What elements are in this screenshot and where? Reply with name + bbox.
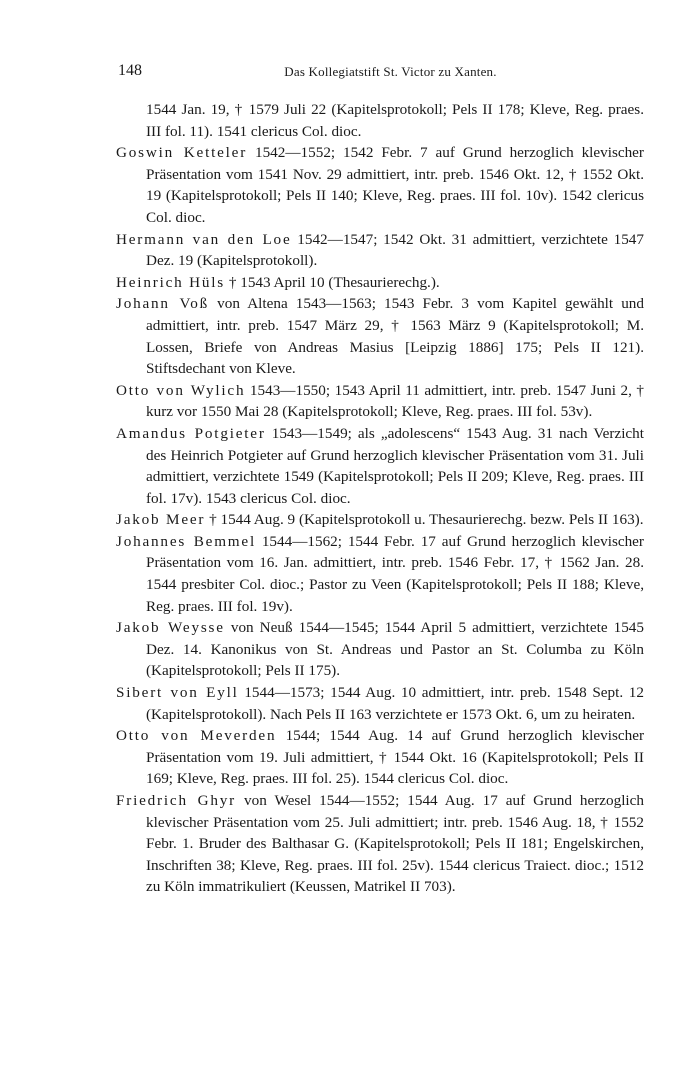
entry-name: Johann Voß: [116, 295, 210, 313]
entry-text: 1542—1547; 1542 Okt. 31 admittiert, verzichtete 1547 Dez. 19 (Kapitelsprotokoll).: [146, 230, 644, 270]
entry-text: † 1544 Aug. 9 (Kapitelsprotokoll u. Thesaurierechg. bezw. Pels II 163).: [205, 511, 644, 529]
entry-name: Jakob Weysse: [116, 619, 225, 637]
entry-text: von Neuß 1544—1545; 1544 April 5 admittiert, verzichtete 1545 Dez. 14. Kanonikus von St. Andreas und Pastor an St. Columba zu Köln (Kapitelsprotokoll; Pels II 175).: [146, 619, 644, 680]
list-item: [116, 790, 644, 898]
entry-text: 1544—1573; 1544 Aug. 10 admittiert, intr. preb. 1548 Sept. 12 (Kapitelsprotokoll). Nach Pels II 163 verzichtete er 1573 Okt. 6, um zu heiraten.: [146, 684, 644, 723]
list-item: [116, 617, 644, 682]
list-item: [116, 509, 644, 531]
entry-name: Friedrich Ghyr: [116, 792, 237, 809]
entry-name: Otto von Meverden: [116, 727, 277, 745]
list-item: [116, 99, 644, 142]
entry-name: Heinrich Hüls: [116, 273, 226, 291]
list-item: [116, 293, 644, 379]
entry-text: 1544—1562; 1544 Febr. 17 auf Grund herzoglich klevischer Präsentation vom 16. Jan. admittiert, intr. preb. 1546 Febr. 17, † 1562 Jan. 28. 1544 presbiter Col. dioc.; Pastor zu Veen (Kapitelsprotokoll; Pels II 188; Kleve, Reg. praes. III fol. 19v).: [146, 532, 644, 615]
list-item: [116, 682, 644, 725]
entry-text: von Wesel 1544—1552; 1544 Aug. 17 auf Grund herzoglich klevischer Präsentation vom 25. Juli admittiert; intr. preb. 1546 Aug. 18, † 1552 Febr. 1. Bruder des Balthasar G. (Kapitelsprotokoll; Pels II 181; Engelskirchen, Inschriften 38; Kleve, Reg. praes. III fol. 25v). 1544 clericus Traiect. dioc.; 1512 zu Köln immatrikuliert (Keussen, Matrikel II 703).: [146, 792, 644, 896]
entry-name: Goswin Ketteler: [116, 144, 248, 162]
list-item: [116, 423, 644, 509]
list-item: [116, 725, 644, 790]
running-title: Das Kollegiatstift St. Victor zu Xanten.: [284, 64, 497, 79]
entry-name: Otto von Wylich: [116, 381, 246, 399]
entry-name: Sibert von Eyll: [116, 684, 239, 702]
entry-text: 1544; 1544 Aug. 14 auf Grund herzoglich klevischer Präsentation vom 19. Juli admittiert, † 1544 Okt. 16 (Kapitelsprotokoll; Pels II 169; Kleve, Reg. praes. III fol. 25). 1544 clericus Col. dioc.: [146, 727, 645, 788]
entry-text: von Altena 1543—1563; 1543 Febr. 3 vom Kapitel gewählt und admittiert, intr. preb. 1547 März 29, † 1563 März 9 (Kapitelsprotokoll; M. Lossen, Briefe von Andreas Masius [Leipzig 1886] 175; Pels II 121). Stiftsdechant von Kleve.: [146, 295, 644, 378]
entry-list: [116, 99, 644, 898]
entry-name: Jakob Meer: [116, 511, 206, 529]
entry-text: 1544 Jan. 19, † 1579 Juli 22 (Kapitelsprotokoll; Pels II 178; Kleve, Reg. praes. III fol. 11). 1541 clericus Col. dioc.: [146, 101, 644, 140]
entry-name: Hermann van den Loe: [116, 230, 292, 248]
list-item: [116, 272, 644, 294]
entry-text: 1543—1550; 1543 April 11 admittiert, intr. preb. 1547 Juni 2, † kurz vor 1550 Mai 28 (Kapitelsprotokoll; Kleve, Reg. praes. III fol. 53v).: [146, 381, 644, 421]
entry-text: 1542—1552; 1542 Febr. 7 auf Grund herzoglich klevischer Präsentation vom 1541 Nov. 29 admittiert, intr. preb. 1546 Okt. 12, † 1552 Okt. 19 (Kapitelsprotokoll; Pels II 140; Kleve, Reg. praes. III fol. 10v). 1542 clericus Col. dioc.: [146, 144, 644, 226]
list-item: [116, 380, 644, 423]
list-item: [116, 229, 644, 272]
entry-text: 1543—1549; als „adolescens“ 1543 Aug. 31 nach Verzicht des Heinrich Potgieter auf Grund herzoglich klevischer Präsentation vom 31. Juli admittiert, verzichtete 1549 (Kapitelsprotokoll; Pels II 209; Kleve, Reg. praes. III fol. 17v). 1543 clericus Col. dioc.: [146, 424, 644, 507]
entry-name: Johannes Bemmel: [116, 532, 256, 550]
list-item: [116, 531, 644, 617]
entry-text: † 1543 April 10 (Thesaurierechg.).: [225, 273, 440, 291]
entry-name: Amandus Potgieter: [116, 424, 266, 442]
page-number: 148: [118, 62, 142, 79]
list-item: [116, 142, 644, 228]
page-header: [118, 62, 663, 84]
